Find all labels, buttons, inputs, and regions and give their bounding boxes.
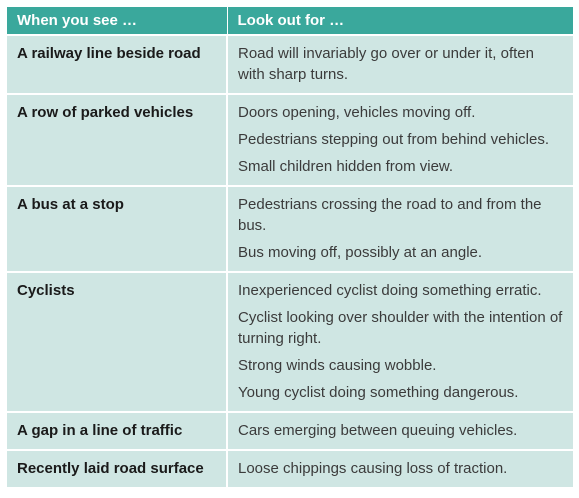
when-cell: Cyclists [7, 272, 227, 412]
table-body [7, 35, 573, 487]
look-out-item: Pedestrians stepping out from behind vehicles. [238, 131, 550, 148]
look-out-item: Bus moving off, possibly at an angle. [238, 244, 483, 261]
look-out-item: Cyclist looking over shoulder with the intention of turning right. [238, 309, 563, 347]
table-row [7, 35, 573, 94]
when-cell: A gap in a line of traffic [7, 412, 227, 450]
table-row [7, 94, 573, 186]
look-out-item: Doors opening, vehicles moving off. [238, 104, 476, 121]
when-cell: Recently laid road surface [7, 450, 227, 487]
table-row [7, 450, 573, 487]
look-out-item: Strong winds causing wobble. [238, 357, 437, 374]
table-row [7, 272, 573, 412]
table-header [7, 7, 573, 35]
when-cell: A row of parked vehicles [7, 94, 227, 186]
table-row [7, 186, 573, 272]
look-out-item: Inexperienced cyclist doing something erratic. [238, 282, 542, 299]
when-cell: A railway line beside road [7, 35, 227, 94]
header-when-you-see: When you see … [7, 7, 227, 35]
when-cell: A bus at a stop [7, 186, 227, 272]
look-out-item: Cars emerging between queuing vehicles. [238, 422, 518, 439]
look-out-item: Loose chippings causing loss of traction. [238, 460, 508, 477]
look-out-cell [227, 412, 573, 450]
header-look-out-for: Look out for … [227, 7, 573, 35]
look-out-item: Young cyclist doing something dangerous. [238, 384, 519, 401]
header-row [7, 7, 573, 35]
look-out-item: Pedestrians crossing the road to and from the bus. [238, 196, 542, 234]
look-out-cell [227, 94, 573, 186]
look-out-item: Small children hidden from view. [238, 158, 454, 175]
look-out-cell [227, 35, 573, 94]
table-row [7, 412, 573, 450]
look-out-cell [227, 450, 573, 487]
look-out-cell [227, 186, 573, 272]
look-out-item: Road will invariably go over or under it, often with sharp turns. [238, 45, 534, 83]
hazard-table [7, 7, 573, 487]
look-out-cell [227, 272, 573, 412]
